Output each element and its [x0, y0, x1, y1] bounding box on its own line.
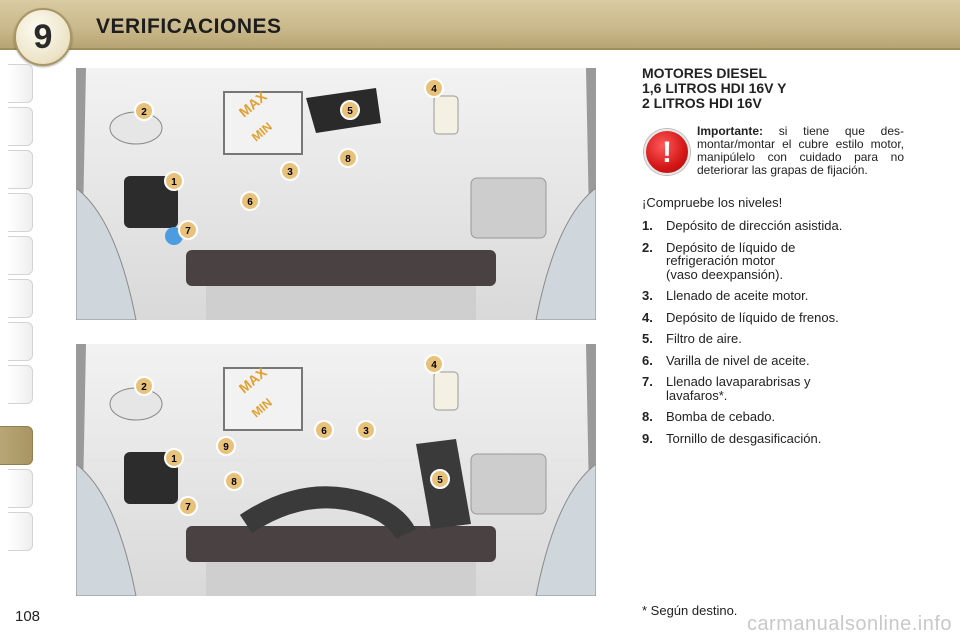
callout-label: 2: [141, 107, 147, 118]
chapter-tab-6[interactable]: [8, 279, 33, 318]
callout-label: 5: [347, 106, 353, 117]
footnote: * Según destino.: [642, 603, 738, 618]
callout-label: 3: [287, 167, 293, 178]
section-title-line: MOTORES DIESEL: [642, 65, 767, 81]
callout-label: 1: [171, 177, 177, 188]
chapter-tab-9-active[interactable]: [0, 426, 33, 465]
list-item-text: Llenado de aceite motor.: [666, 288, 809, 303]
page-number: 108: [15, 608, 41, 625]
callout-label: 2: [141, 382, 147, 393]
list-item: [642, 219, 908, 233]
min-label: MIN: [248, 119, 275, 145]
section-title: [642, 66, 908, 111]
list-item-number: 9.: [642, 430, 653, 446]
important-body: si tiene que des-montar/montar el cubre estilo motor, manipúlelo con cuidado para no deteriorar las grapas de fijación.: [697, 124, 904, 177]
list-item-text: Filtro de aire.: [666, 331, 742, 346]
chapter-tab-8[interactable]: [8, 365, 33, 404]
check-levels-text: ¡Compruebe los niveles!: [642, 195, 783, 210]
list-item: [642, 289, 908, 303]
important-note: [642, 125, 908, 195]
callout-label: 9: [223, 442, 229, 453]
callout-label: 3: [363, 426, 369, 437]
important-label: Importante:: [697, 124, 763, 138]
list-item-number: 5.: [642, 331, 653, 346]
list-item-text: Tornillo de desgasificación.: [666, 430, 822, 446]
chapter-tab-10[interactable]: [8, 469, 33, 508]
callout-label: 7: [185, 226, 191, 237]
list-item-number: 3.: [642, 288, 653, 303]
list-item: [642, 375, 908, 402]
chapter-tab-2[interactable]: [8, 107, 33, 146]
list-item-text: Varilla de nivel de aceite.: [666, 352, 810, 368]
chapter-tab-1[interactable]: [8, 64, 33, 103]
engine-bay-image-top: [76, 68, 596, 320]
chapter-tabs: [0, 64, 34, 576]
list-item-text: Depósito de líquido de frenos.: [666, 309, 839, 325]
list-item: [642, 410, 908, 424]
list-item: [642, 432, 908, 446]
callout-label: 4: [431, 84, 437, 95]
page-title: VERIFICACIONES: [96, 15, 282, 38]
chapter-tab-4[interactable]: [8, 193, 33, 232]
list-item-number: 7.: [642, 374, 653, 389]
max-label: MAX: [235, 88, 270, 121]
exclamation-warning-icon: !: [644, 129, 690, 175]
list-item-text: Bomba de cebado.: [666, 409, 776, 424]
list-item: [642, 241, 908, 282]
chapter-tab-3[interactable]: [8, 150, 33, 189]
chapter-tab-5[interactable]: [8, 236, 33, 275]
list-item-number: 8.: [642, 409, 653, 424]
list-item-number: 6.: [642, 352, 653, 368]
callout-label: 6: [247, 197, 253, 208]
list-item: [642, 311, 908, 325]
chapter-tab-11[interactable]: [8, 512, 33, 551]
watermark: carmanualsonline.info: [746, 613, 952, 635]
list-item: [642, 332, 908, 346]
callout-label: 4: [431, 360, 437, 371]
list-item-number: 2.: [642, 239, 653, 255]
min-label: MIN: [248, 395, 275, 421]
list-item-number: 1.: [642, 218, 653, 233]
list-item-number: 4.: [642, 309, 653, 325]
chapter-number-badge: 9: [14, 8, 72, 66]
section-title-line: 2 LITROS HDI 16V: [642, 95, 762, 111]
max-label: MAX: [235, 364, 270, 397]
list-item-text: Llenado lavaparabrisas y lavafaros*.: [666, 374, 811, 403]
callout-label: 5: [437, 475, 443, 486]
section-title-line: 1,6 LITROS HDI 16V Y: [642, 80, 787, 96]
list-item-text: Depósito de dirección asistida.: [666, 218, 843, 233]
engine-bay-image-bottom: [76, 344, 596, 596]
callout-label: 7: [185, 502, 191, 513]
callout-label: 6: [321, 426, 327, 437]
list-item-text: Depósito de líquido de refrigeración motor (vaso deexpansión).: [666, 239, 796, 282]
callout-label: 8: [345, 154, 351, 165]
instructions-column: [642, 66, 908, 453]
list-item: [642, 354, 908, 368]
important-note-text: [697, 125, 904, 177]
chapter-tab-7[interactable]: [8, 322, 33, 361]
callout-label: 8: [231, 477, 237, 488]
callout-label: 1: [171, 454, 177, 465]
